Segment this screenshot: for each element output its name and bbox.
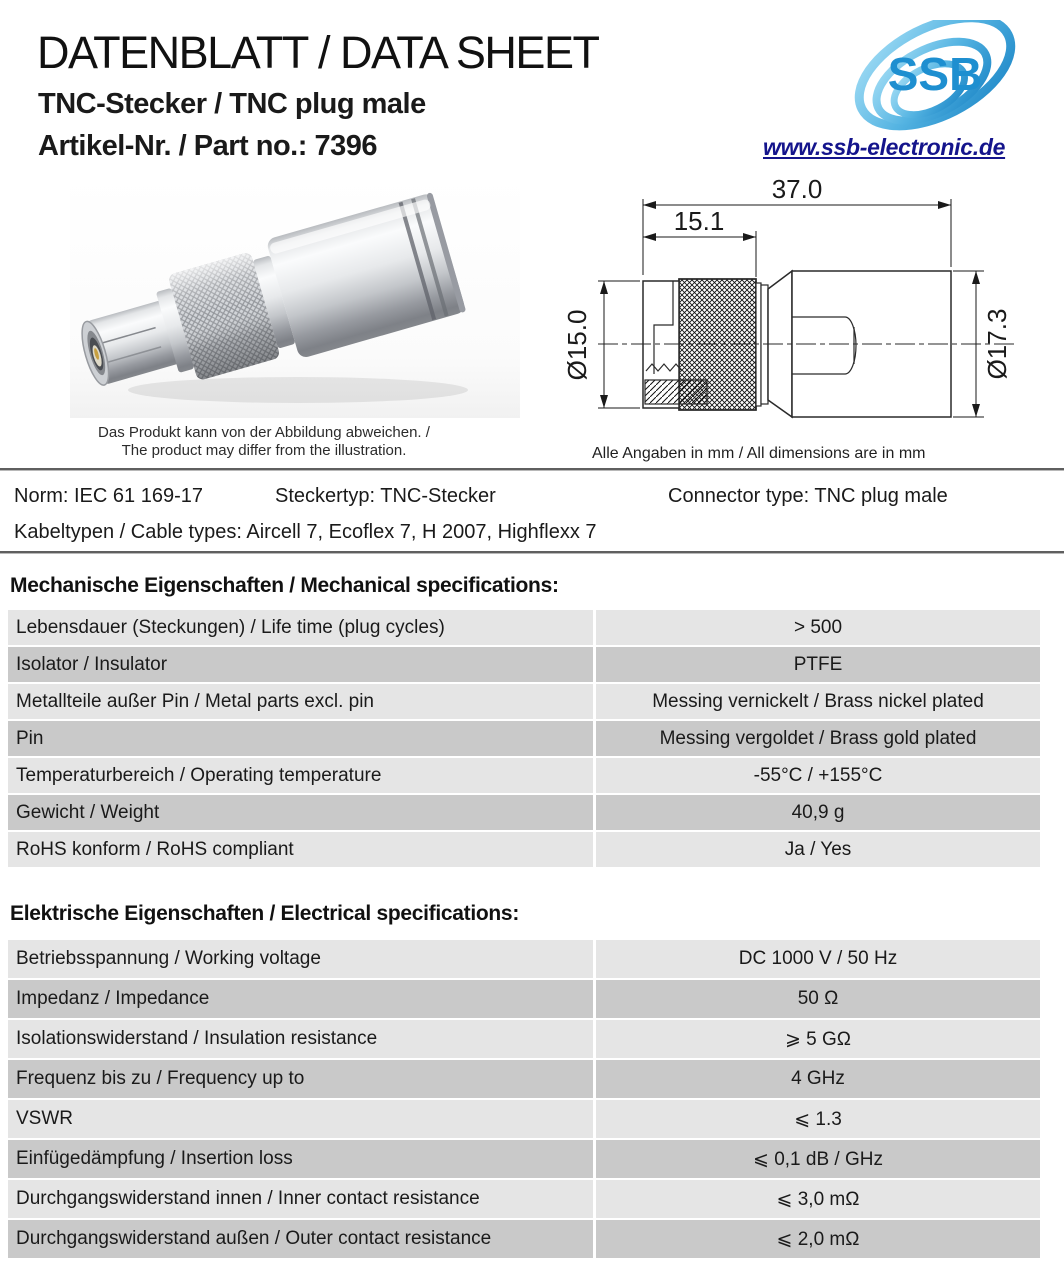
spec-value: Messing vernickelt / Brass nickel plated <box>596 684 1040 719</box>
product-title: TNC-Stecker / TNC plug male <box>38 88 426 120</box>
technical-drawing <box>562 175 1032 445</box>
norm-text: Norm: IEC 61 169-17 <box>14 485 203 507</box>
photo-caption <box>88 424 440 460</box>
table-row <box>8 1180 1040 1218</box>
photo-shadow <box>128 377 468 403</box>
spec-label: Impedanz / Impedance <box>8 980 593 1018</box>
dim-knurl-length: 15.1 <box>673 206 725 236</box>
electrical-table <box>8 940 1040 1260</box>
photo-caption-line2: The product may differ from the illustration. <box>121 442 407 459</box>
part-number: Artikel-Nr. / Part no.: 7396 <box>38 130 377 162</box>
table-row <box>8 940 1040 978</box>
website-link[interactable]: www.ssb-electronic.de <box>763 134 1006 160</box>
spec-label: Pin <box>8 721 593 756</box>
spec-value: DC 1000 V / 50 Hz <box>596 940 1040 978</box>
spec-value: 4 GHz <box>596 1060 1040 1098</box>
separator-line-bottom <box>0 551 1064 554</box>
spec-value: Ja / Yes <box>596 832 1040 867</box>
spec-label: Temperaturbereich / Operating temperature <box>8 758 593 793</box>
table-row <box>8 1220 1040 1258</box>
spec-value: ⩽ 3,0 mΩ <box>596 1180 1040 1218</box>
spec-value: PTFE <box>596 647 1040 682</box>
table-row <box>8 980 1040 1018</box>
table-row <box>8 1100 1040 1138</box>
spec-label: Isolationswiderstand / Insulation resistance <box>8 1020 593 1058</box>
spec-label: Durchgangswiderstand innen / Inner contact resistance <box>8 1180 593 1218</box>
spec-label: Isolator / Insulator <box>8 647 593 682</box>
dim-total-length: 37.0 <box>771 175 823 204</box>
electrical-heading: Elektrische Eigenschaften / Electrical specifications: <box>10 902 520 925</box>
cable-types: Kabeltypen / Cable types: Aircell 7, Ecoflex 7, H 2007, Highflexx 7 <box>14 521 597 543</box>
dim-body-diameter: Ø17.3 <box>982 308 1012 380</box>
connector-type-de: Steckertyp: TNC-Stecker <box>275 485 496 507</box>
logo-text: SSB <box>887 48 983 100</box>
spec-label: Einfügedämpfung / Insertion loss <box>8 1140 593 1178</box>
table-row <box>8 721 1040 756</box>
table-row <box>8 610 1040 645</box>
table-row <box>8 832 1040 867</box>
table-row <box>8 1060 1040 1098</box>
mechanical-heading: Mechanische Eigenschaften / Mechanical specifications: <box>10 574 559 597</box>
spec-label: Metallteile außer Pin / Metal parts excl. pin <box>8 684 593 719</box>
table-row <box>8 1020 1040 1058</box>
spec-label: Lebensdauer (Steckungen) / Life time (plug cycles) <box>8 610 593 645</box>
table-row <box>8 647 1040 682</box>
mechanical-table <box>8 610 1040 869</box>
spec-label: VSWR <box>8 1100 593 1138</box>
product-photo <box>70 176 520 418</box>
spec-value: 50 Ω <box>596 980 1040 1018</box>
spec-label: RoHS konform / RoHS compliant <box>8 832 593 867</box>
spec-value: ⩽ 0,1 dB / GHz <box>596 1140 1040 1178</box>
spec-value: ⩽ 2,0 mΩ <box>596 1220 1040 1258</box>
spec-value: -55°C / +155°C <box>596 758 1040 793</box>
table-row <box>8 1140 1040 1178</box>
drawing-caption: Alle Angaben in mm / All dimensions are in mm <box>592 445 926 462</box>
photo-caption-line1: Das Produkt kann von der Abbildung abweichen. / <box>98 424 430 441</box>
spec-value: ⩽ 1.3 <box>596 1100 1040 1138</box>
spec-label: Frequenz bis zu / Frequency up to <box>8 1060 593 1098</box>
spec-label: Gewicht / Weight <box>8 795 593 830</box>
spec-value: Messing vergoldet / Brass gold plated <box>596 721 1040 756</box>
table-row <box>8 795 1040 830</box>
spec-value: 40,9 g <box>596 795 1040 830</box>
connector-type-en: Connector type: TNC plug male <box>668 485 948 507</box>
separator-line-top <box>0 468 1064 471</box>
spec-label: Betriebsspannung / Working voltage <box>8 940 593 978</box>
insulator-hatch <box>645 380 707 404</box>
dim-front-diameter: Ø15.0 <box>562 309 592 381</box>
spec-label: Durchgangswiderstand außen / Outer contact resistance <box>8 1220 593 1258</box>
spec-value: ⩾ 5 GΩ <box>596 1020 1040 1058</box>
page-title: DATENBLATT / DATA SHEET <box>37 27 599 78</box>
spec-value: > 500 <box>596 610 1040 645</box>
ssb-logo <box>848 20 1026 132</box>
table-row <box>8 758 1040 793</box>
table-row <box>8 684 1040 719</box>
